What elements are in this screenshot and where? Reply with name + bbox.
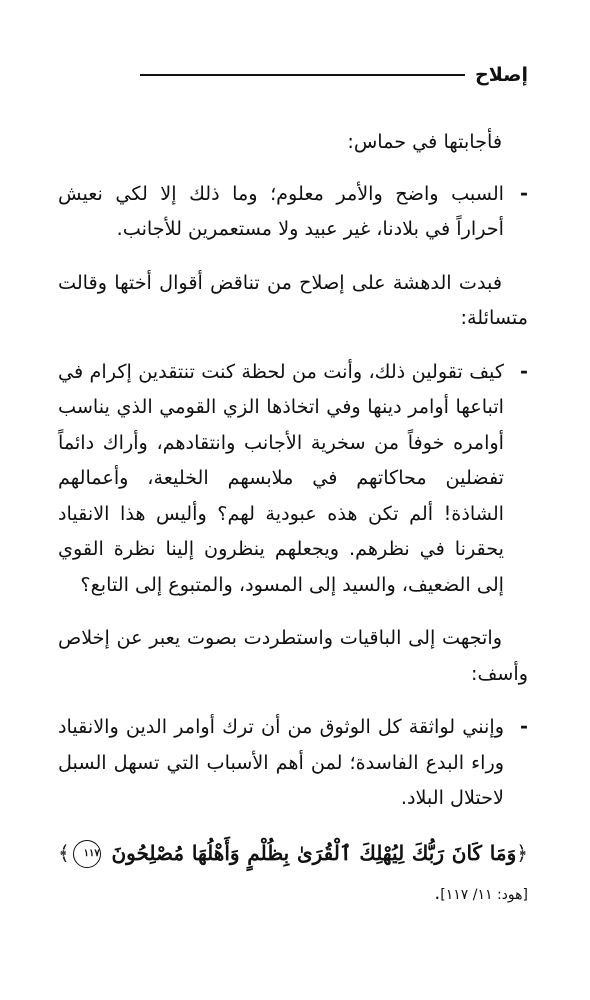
- verse-reference: [هود: ١١/ ١١٧]: [440, 886, 528, 903]
- header-rule: [140, 74, 465, 76]
- quran-verse: [58, 834, 528, 915]
- running-header-title: إصلاح: [475, 64, 528, 86]
- page: [58, 60, 528, 915]
- dialogue-text: السبب واضح والأمر معلوم؛ وما ذلك إلا لكي نعيش أحراراً في بلادنا، غير عبيد ولا مستعمرين للأجانب.: [58, 181, 504, 240]
- verse-text: وَمَا كَانَ رَبُّكَ لِيُهْلِكَ ٱلْقُرَىٰ بِظُلْمٍ وَأَهْلُهَا مُصْلِحُونَ: [111, 840, 517, 865]
- ayah-number-marker: ١١٧: [73, 840, 101, 868]
- dialogue-text: وإنني لواثقة كل الوثوق من أن ترك أوامر الدين والانقياد وراء البدع الفاسدة؛ لمن أهم الأسباب التي تسهل السبل لاحتلال البلاد.: [58, 715, 504, 809]
- paragraph-reply-intro: فأجابتها في حماس:: [347, 130, 502, 153]
- verse-close-bracket: ﴾: [58, 840, 70, 865]
- dialogue-dash: -: [520, 359, 528, 383]
- dialogue-text: كيف تقولين ذلك، وأنت من لحظة كنت تنتقدين إكرام في اتباعها أوامر دينها وفي اتخاذها الزي القومي الذي يناسب أوامره خوفاً من سخرية الأجانب وانتقادهم، وأراك دائماً تفضلين محاكاتهم في ملابسهم الخليعة، وأعمالهم الشاذة! ألم تكن هذه عبودية لهم؟ وأليس هذا الانقياد يحقرنا في نظرهم. ويجعلهم ينظرون إلينا نظرة القوي إلى الضعيف، والسيد إلى المسود، والمتبوع إلى التابع؟: [58, 359, 504, 596]
- paragraph-astonishment: فبدت الدهشة على إصلاح من تناقض أقوال أختها وقالت متسائلة:: [58, 270, 528, 329]
- dialogue-paragraph-question: [58, 354, 528, 603]
- dialogue-dash: -: [520, 181, 528, 205]
- dialogue-dash: -: [520, 715, 528, 738]
- dialogue-paragraph-freedom: [58, 176, 528, 247]
- verse-open-bracket: ﴿: [516, 840, 528, 865]
- dialogue-paragraph-certainty: [58, 709, 528, 816]
- paragraph-turned-to-others: واتجهت إلى الباقيات واستطردت بصوت يعبر عن إخلاص وأسف:: [58, 626, 528, 685]
- running-header: [58, 60, 528, 90]
- verse-end-mark: .: [434, 881, 441, 904]
